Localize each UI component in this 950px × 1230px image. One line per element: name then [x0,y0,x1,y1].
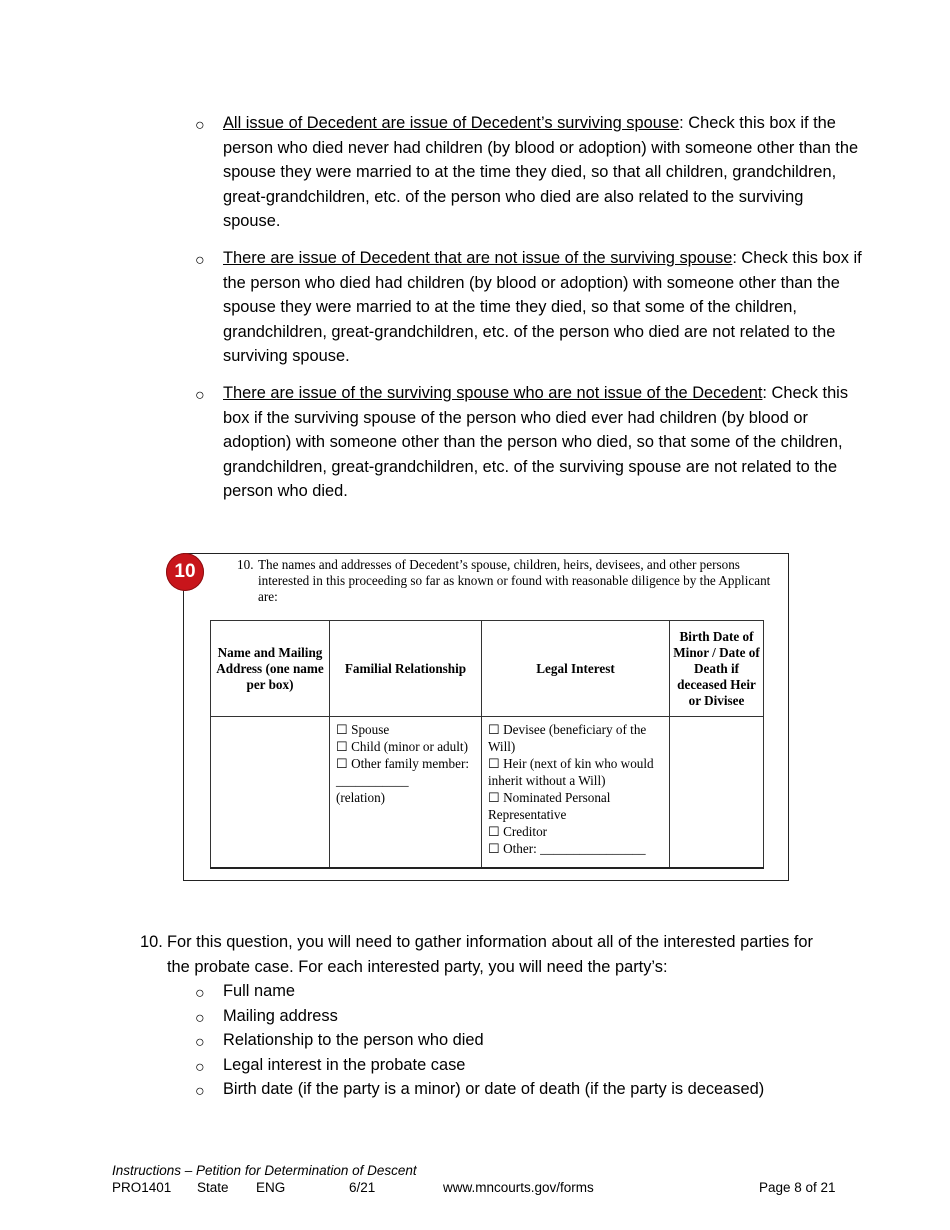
relationship-cell [330,717,482,869]
bullet-paragraph [223,111,863,234]
footer-date: 6/21 [349,1180,376,1195]
header-birth-date: Birth Date of Minor / Date of Death if deceased Heir or Divisee [670,621,764,717]
instruction-line-1: For this question, you will need to gather information about all of the interested parties for [167,933,813,951]
header-relationship: Familial Relationship [330,621,482,717]
bullet-marker: ○ [195,387,205,404]
question-number-badge: 10 [166,553,204,591]
option-other: ☐ Other: ________________ [488,841,646,856]
footer-jurisdiction: State [197,1180,229,1195]
bullet-marker: ○ [195,252,205,269]
footer-url: www.mncourts.gov/forms [443,1180,594,1195]
bullet-marker: ○ [195,1059,205,1076]
instruction-item: Legal interest in the probate case [223,1056,466,1074]
form-question-number: 10. [237,557,254,572]
instruction-item: Full name [223,982,295,1000]
legal-interest-cell [482,717,670,869]
instruction-line-2: the probate case. For each interested party, you will need the party’s: [167,958,668,976]
bullet-marker: ○ [195,1010,205,1027]
option-creditor: ☐ Creditor [488,824,548,839]
instruction-number: 10. [140,933,163,951]
bullet-title: There are issue of the surviving spouse who are not issue of the Decedent [223,384,763,402]
footer-language: ENG [256,1180,286,1195]
bullet-paragraph [223,381,863,504]
bullet-body: : Check this box if the person who died never had children (by blood or adoption) with someone other than the spouse they were married to at the time they died, so that all children, grandchildren, great-grandchildren, etc. of the person who died are also related to the surviving spouse. [223,114,859,230]
option-heir: ☐ Heir (next of kin who would inherit without a Will) [488,756,654,788]
interested-parties-table [210,620,764,869]
footer-page-number: Page 8 of 21 [759,1180,836,1195]
option-personal-rep: ☐ Nominated Personal Representative [488,790,611,822]
bullet-paragraph [223,246,863,369]
instruction-item: Mailing address [223,1007,338,1025]
footer-title: Instructions – Petition for Determination of Descent [112,1163,417,1178]
form-question-text: The names and addresses of Decedent’s spouse, children, heirs, devisees, and other persons interested in this proceeding so far as known or found with reasonable diligence by the Applicant are: [258,557,771,604]
option-devisee: ☐ Devisee (beneficiary of the Will) [488,722,647,754]
header-legal-interest: Legal Interest [482,621,670,717]
footer-form-code: PRO1401 [112,1180,172,1195]
bullet-marker: ○ [195,985,205,1002]
option-spouse: ☐ Spouse [336,722,390,737]
bullet-body: : Check this box if the person who died had children (by blood or adoption) with someone other than the spouse they were married to at the time they died, so that some of the children, grandchildren, great-grandchildren, etc. of the person who died are not related to the surviving spouse. [223,249,862,365]
instruction-item: Relationship to the person who died [223,1031,484,1049]
bullet-title: There are issue of Decedent that are not issue of the surviving spouse [223,249,733,267]
option-relation-caption: (relation) [336,790,386,805]
header-name: Name and Mailing Address (one name per box) [211,621,330,717]
bullet-marker: ○ [195,1034,205,1051]
name-cell [211,717,330,869]
bullet-title: All issue of Decedent are issue of Decedent’s surviving spouse [223,114,680,132]
option-other-family: ☐ Other family member: ___________ [336,756,470,788]
birth-date-cell [670,717,764,869]
bullet-body: : Check this box if the surviving spouse of the person who died ever had children (by blood or adoption) with someone other than the person who died, so that some of the children, grandchildren, great-grandchildren, etc. of the surviving spouse are not related to the person who died. [223,384,849,500]
bullet-marker: ○ [195,1083,205,1100]
instruction-item: Birth date (if the party is a minor) or date of death (if the party is deceased) [223,1080,765,1098]
bullet-marker: ○ [195,117,205,134]
option-child: ☐ Child (minor or adult) [336,739,468,754]
form-question [237,557,772,605]
